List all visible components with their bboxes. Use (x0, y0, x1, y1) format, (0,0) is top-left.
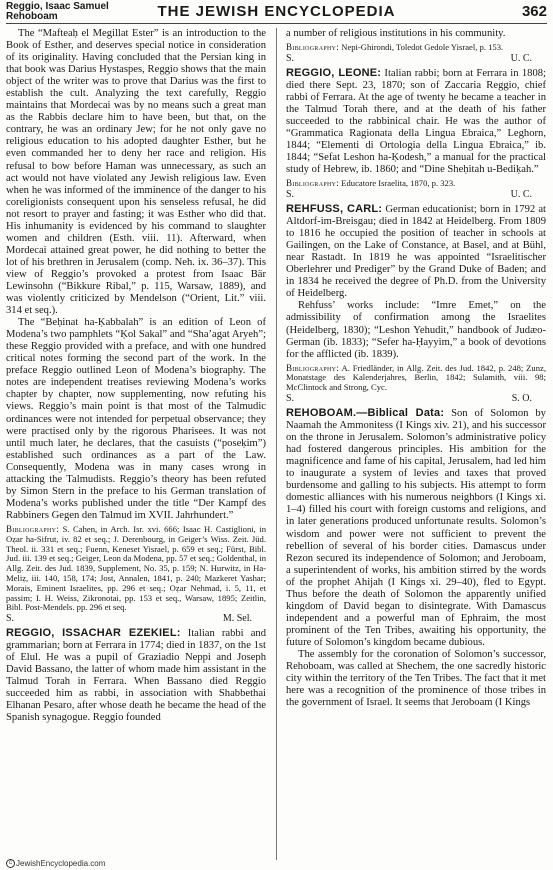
bibliography-reggio-isaac (6, 525, 266, 613)
running-head-line2: Rehoboam (6, 11, 58, 22)
continuation-text: a number of religious institutions in his community. (286, 28, 506, 39)
running-head-line1: Reggio, Isaac Samuel (6, 1, 109, 12)
entry-reggio-leone (286, 67, 546, 176)
paragraph-rehfuss-works: Rehfuss’ works include: “Imre Emet,” on the admissibility of confirmation among the Israelites (Heidelberg, 1830); “Leshon Yehudit,” handbook of Judæo-German (ib. 1833); “Sefer ha-Ḥayyim,” a book of devotions for the afflicted (ib. 1839). (286, 300, 546, 360)
author-signature (286, 53, 546, 65)
signature-author: U. C. (510, 189, 532, 201)
entry-heading: REGGIO, LEONE: (286, 66, 382, 79)
bibliography-text: S. Cahen, in Arch. Isr. xvi. 666; Isaac H. Castiglioni, in Oẓar ha-Sifrut, iv. 82 et seq.; J. Derenbourg, in Geiger’s Wiss. Zeit. Jüd. Theol. ii. 331 et seq.; Fuenn, Keneset Yisrael, p. 659 et seq.; Fürst, Bibl. Jud. iii. 139 et seq.; Geiger, Leon da Modena, pp. 57 et seq.; Goldenthal, in Allg. Zeit. des Jud. 1839, Supplement, No. 35, p. 159; N. Hurwitz, in Ha-Meliẓ, iii. 140, 158, 174; Jost, Annalen, 1841, p. 240; Mazkeret Yashar; Morais, Eminent Israelites, pp. 296 et seq.; Oẓar Nehmad, i. 5, 11, et passim; I. H. Weiss, Zikronotai, pp. 153 et seq., Warsaw, 1895; Zeitlin, Bibl. Post-Mendels. pp. 296 et seq. (6, 523, 266, 613)
entry-text: Italian rabbi and grammarian; born at Ferrara in 1774; died in 1837, on the 1st of Elul. He was a pupil of Graziadio Neppi and Joseph David Bassano, the latter of whom made him assistant in the Talmud Torah in Ferrara. When Bassano died Reggio succeeded him as rabbi, in association with Shabbethai Elhanan Pesaro, after whose death he became the head of the Spanish synagogue. Reggio founded (6, 628, 266, 724)
bibliography-label: Bibliography: (6, 523, 60, 534)
site-footer (6, 859, 105, 868)
paragraph-behinat: The “Beḥinat ha-Ḳabbalah” is an edition of Leon of Modena’s two pamphlets “Ḳol Sakal” and “Sha’agat Aryeh”; these Reggio provided with a preface, and with one hundred critical notes forming the second part of the work. In the preface Reggio outlined Leon of Modena’s biography. The notes are independent treatises reviewing Modena’s works chapter by chapter, now supplementing, now refuting his views. Reggio’s main point is that most of the Talmudic ordinances were not intended for perpetual observance; they were practised only by the rigorous Pharisees. It was not until much later, he declares, that the casuists (“poseḳim”) established such ordinances as a part of the Law. Consequently, Modena was in many cases wrong in attacking the Talmudists. Reggio’s theory has been refuted by Simon Stern in the preface to his German translation of Modena’s works published under the title “Der Kampf des Rabbiners Gegen den Talmud im XVII. Jahrhundert.” (6, 317, 266, 521)
right-column (286, 28, 546, 858)
signature-author: M. Sel. (222, 613, 252, 625)
page-number: 362 (521, 3, 547, 20)
entry-text: Italian rabbi; born at Ferrara in 1808; died there Sept. 23, 1870; son of Zaccaria Reggio, chief rabbi of Ferrara. At the age of twenty he became a teacher in the Talmud Torah there, and at the death of his father succeeded to the rabbinical chair. He was the author of “Grammatica Ragionata della Lingua Ebraica,” Leghorn, 1844; “Elementi di Ortologia della Lingua Ebraica,” ib. 1844; “Sefat Leshon ha-Ḳodesh,” a manual for the practical study of Hebrew, ib. 1860; and “Dine Sheḥitah u-Bediḳah.” (286, 67, 546, 176)
signature-initial: S. (286, 393, 295, 405)
entry-text: Son of Solomon by Naamah the Ammonitess (I Kings xiv. 21), and his successor on the throne in Jerusalem. Solomon’s administrative policy had fostered dangerous principles. His ambition for the magnificence and fame of his capital, Jerusalem, had led him to inaugurate a system of levies and taxes that proved burdensome and galling to his subjects. His attempt to form domestic alliances with his numerous neighbors (I Kings xi. 1–4) filled his court with foreign customs and religions, and in later generations produced unfortunate results. Solomon’s wisdom and power were not sufficient to prevent the rebellion of several of his border cities. Damascus under Rezon secured its independence of Solomon; and Jeroboam, a superintendent of works, his ambition stirred by the words of the prophet Ahijah (I Kings xi. 29–40), fled to Egypt. Thus before the death of Solomon the apparently unified kingdom of David began to disintegrate. With Damascus independent and a powerful man of Ephraim, the most prominent of the Ten Tribes, awaiting his opportunity, the future of Solomon’s kingdom became dubious. (286, 408, 546, 648)
publication-title: THE JEWISH ENCYCLOPEDIA (157, 3, 396, 20)
bibliography-label: Bibliography: (286, 42, 340, 53)
bibliography-label: Bibliography: (286, 362, 340, 373)
signature-initial: S. (286, 52, 295, 64)
bibliography-text: Nepi-Ghirondi, Toledot Gedole Yisrael, p. 153. (341, 42, 504, 53)
left-column (6, 28, 266, 858)
entry-heading: REGGIO, ISSACHAR EZEKIEL: (6, 627, 181, 640)
header-rule (6, 23, 547, 24)
author-signature (286, 393, 546, 405)
bibliography-reggio-leone (286, 179, 546, 189)
signature-author: S. O. (511, 393, 532, 405)
entry-rehfuss-carl (286, 203, 546, 300)
entry-rehoboam (286, 407, 546, 649)
footer-site-link[interactable]: JewishEncyclopedia.com (16, 858, 106, 868)
column-divider (276, 28, 277, 860)
entry-heading: REHFUSS, CARL: (286, 203, 383, 216)
bibliography-reggio-issachar (286, 43, 546, 53)
author-signature (286, 189, 546, 201)
signature-initial: S. (6, 613, 15, 625)
bibliography-label: Bibliography: (286, 178, 340, 189)
copyright-icon: c (6, 859, 15, 868)
page-header (0, 0, 553, 24)
bibliography-rehfuss (286, 364, 546, 393)
signature-author: U. C. (510, 52, 532, 64)
entry-text: German educationist; born in 1792 at Altdorf-im-Breisgau; died in 1842 at Heidelberg. From 1809 to 1816 he occupied the position of teacher in schools at Gailingen, on the Lake of Constance, at Basel, and at Bühl, near Rastadt. In 1819 he was appointed “Israelitischer Oberlehrer und Prediger” by the Grand Duke of Baden; and in 1834 he received the degree of Ph.D. from the University of Heidelberg. (286, 204, 546, 300)
paragraph-mafteah: The “Mafteaḥ el Megillat Ester” is an introduction to the Book of Esther, and deserves special notice in consideration of its originality. Having concluded that the Persian king in that book was Darius Hystaspes, Reggio shows that the main object of the writer was to prove that Darius was the first to establish the cult. Analyzing the text carefully, Reggio maintains that Mordecai was by no means such a great man as the Rabbis declare him to have been, but that, on the contrary, he was an ordinary Jew; for he not only gave no religious education to his adopted daughter Esther, but he even commanded her to deny her race and religion. His refusal to bow before Haman was unnecessary, as such an act would not have violated any Jewish religious law. Even when he was informed of the imminence of the danger to his coreligionists consequent upon his senseless refusal, he did not resort to prayer and fasting; it was Esther who did that. His inhumanity is evidenced by his command to slaughter women and children (Esth. viii. 11). Afterward, when Mordecai attained great power, he did nothing to better the lot of his brethren in Jerusalem (comp. Neh. ix. 36–37). This view of Reggio’s provoked a protest from Isaac Bär Lewinsohn (“Bikkure Ribal,” p. 115, Warsaw, 1889), and was violently criticized by Mendelson (“Orient, Lit.” viii. 314 et seq.). (6, 28, 266, 317)
bibliography-text: A. Friedländer, in Allg. Zeit. des Jud. 1842, p. 248; Zunz, Monatstage des Kalenderjahres, Berlin, 1842; Sulamith, viii. 98; McClintock and Strong, Cyc. (286, 362, 546, 393)
author-signature (6, 613, 266, 625)
entry-reggio-issachar (6, 627, 266, 724)
signature-initial: S. (286, 189, 295, 201)
bibliography-text: Educatore Israelita, 1870, p. 323. (341, 178, 456, 189)
entry-heading: REHOBOAM.—Biblical Data: (286, 407, 445, 420)
paragraph-rehoboam-assembly: The assembly for the coronation of Solomon’s successor, Rehoboam, was called at Shechem, the one sacredly historic city within the territory of the Ten Tribes. The fact that it met here was a recognition of the prominence of those tribes in the government of Israel. It seems that Jeroboam (I Kings (286, 649, 546, 709)
